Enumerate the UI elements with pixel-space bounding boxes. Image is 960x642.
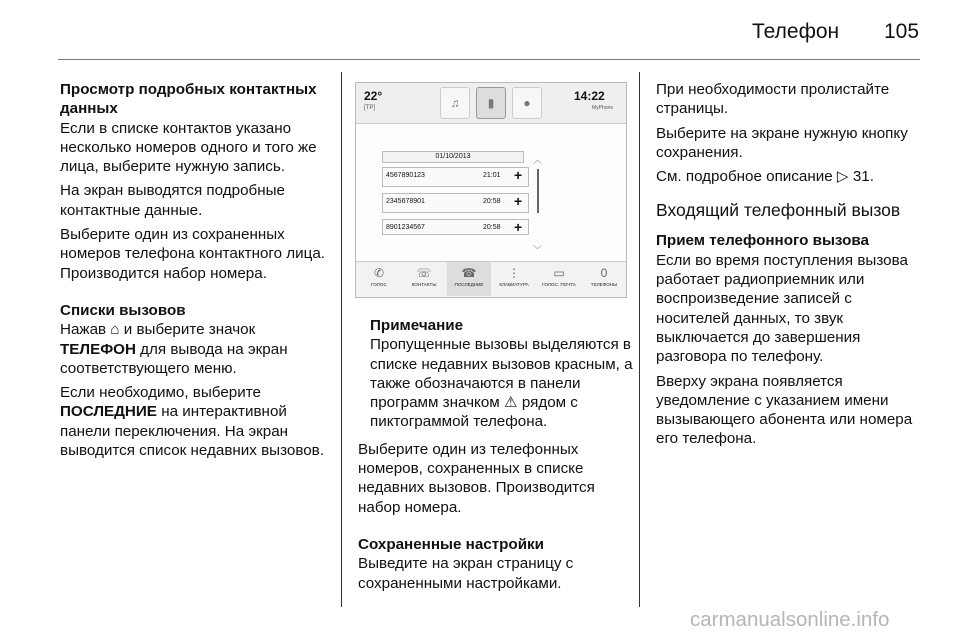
column-divider-right [639, 72, 640, 607]
call-time: 21:01 [483, 172, 501, 179]
call-row [382, 193, 529, 213]
call-number: 2345678901 [386, 198, 425, 205]
voice-icon: ✆ [373, 266, 385, 280]
date-header: 01/10/2013 [382, 151, 524, 163]
chevron-down-icon: ﹀ [533, 245, 543, 255]
section-heading: Просмотр подробных контактных данных [60, 81, 317, 118]
paragraph: Если в списке контактов указано несколько номеров одного и того же лица, выберите нужную запись. [60, 119, 317, 176]
note-title: Примечание [370, 317, 464, 334]
nav-item-contacts: ☏ КОНТАКТЫ [402, 264, 446, 287]
paragraph: См. подробное описание ▷ 31. [656, 168, 874, 186]
home-icon: ⌂ [110, 321, 120, 339]
subsection-heading: Прием телефонного вызова [656, 232, 869, 250]
call-time: 20:58 [483, 198, 501, 205]
nav-item-phones: 0 ТЕЛЕФОНЫ [582, 264, 626, 287]
ui-label: ТЕЛЕФОН [60, 340, 136, 358]
paragraph: Выберите один из телефонных номеров, сохраненных в списке недавних вызовов. Производится набор номера. [358, 440, 595, 516]
page-reference: 31. [852, 168, 874, 186]
recent-calls-list [382, 151, 527, 259]
scroll-thumb [537, 169, 539, 213]
keypad-icon: ⋮ [508, 266, 520, 280]
watermark: carmanualsonline.info [690, 608, 890, 631]
scrollbar [533, 155, 543, 255]
call-time: 20:58 [483, 224, 501, 231]
plus-icon: + [514, 167, 523, 183]
header-rule [58, 59, 920, 60]
phones-icon: 0 [600, 266, 608, 280]
note-box: Примечание Пропущенные вызовы выделяются в списке недавних вызовов красным, а также обозначаются в панели программ значком ⚠ рядом с пиктограммой телефона. [370, 317, 633, 431]
temperature: 22° [364, 89, 383, 103]
voicemail-icon: ▭ [553, 266, 565, 280]
nav-item-voice: ✆ ГОЛОС [357, 264, 401, 287]
page-number: 105 [884, 20, 920, 43]
section-heading: Списки вызовов [60, 301, 186, 319]
ui-label: ПОСЛЕДНИЕ [60, 403, 157, 421]
paragraph: Выберите один из сохраненных номеров телефона контактного лица. Производится набор номера. [60, 226, 326, 282]
phone-tab-icon: ▮ [476, 87, 506, 119]
section-heading: Входящий телефонный вызов [656, 200, 901, 221]
paragraph: Выведите на экран страницу с сохраненными настройками. [358, 555, 574, 592]
paragraph: Вверху экрана появляется уведомление с указанием имени вызывающего абонента или номера его телефона. [656, 372, 913, 448]
paragraph: Если необходимо, выберите ПОСЛЕДНИЕ на интерактивной панели переключения. На экран выводится список недавних вызовов. [60, 384, 324, 460]
right-column [656, 80, 924, 454]
paragraph: Выберите на экране нужную кнопку сохранения. [656, 124, 908, 161]
plus-icon: + [514, 219, 523, 235]
call-number: 4567890123 [386, 172, 425, 179]
left-column [60, 80, 332, 465]
page-ref-icon: ▷ [836, 168, 849, 186]
middle-column [344, 306, 634, 598]
music-tab-icon: ♫ [440, 87, 470, 119]
paragraph: Если во время поступления вызова работает радиоприемник или воспроизведение записей с носителей данных, то звук выключается до завершения разговора по телефону. [656, 251, 908, 366]
nav-item-keypad: ⋮ КЛАВИАТУРА [492, 264, 536, 287]
paragraph: Нажав ⌂ и выберите значок ТЕЛЕФОН для вывода на экран соответствующего меню. [60, 321, 288, 377]
chevron-up-icon: ︿ [533, 155, 543, 165]
plus-icon: + [514, 193, 523, 209]
tp-indicator: [TP] [364, 105, 376, 111]
phone-name: MyPhone [592, 105, 614, 111]
section-heading: Сохраненные настройки [358, 535, 544, 553]
call-row [382, 219, 529, 235]
paragraph: На экран выводятся подробные контактные данные. [60, 182, 285, 219]
phone-screen-illustration [355, 82, 627, 298]
nav-item-voicemail: ▭ ГОЛОС. ПОЧТА [537, 264, 581, 287]
page-header [0, 0, 960, 60]
status-bar [356, 83, 626, 124]
recent-calls-icon: ☎ [461, 266, 477, 280]
interaction-selector-bar [356, 261, 626, 298]
call-row [382, 167, 529, 187]
column-divider-left [341, 72, 342, 607]
nav-item-recent: ☎ ПОСЛЕДНИЕ [447, 262, 491, 296]
page-title: Телефон [752, 20, 840, 43]
clock: 14:22 [574, 89, 605, 103]
info-tab-icon: ● [512, 87, 542, 119]
contacts-icon: ☏ [416, 266, 432, 280]
warning-icon: ⚠ [503, 394, 518, 412]
call-number: 8901234567 [386, 224, 425, 231]
paragraph: При необходимости пролистайте страницы. [656, 81, 890, 118]
